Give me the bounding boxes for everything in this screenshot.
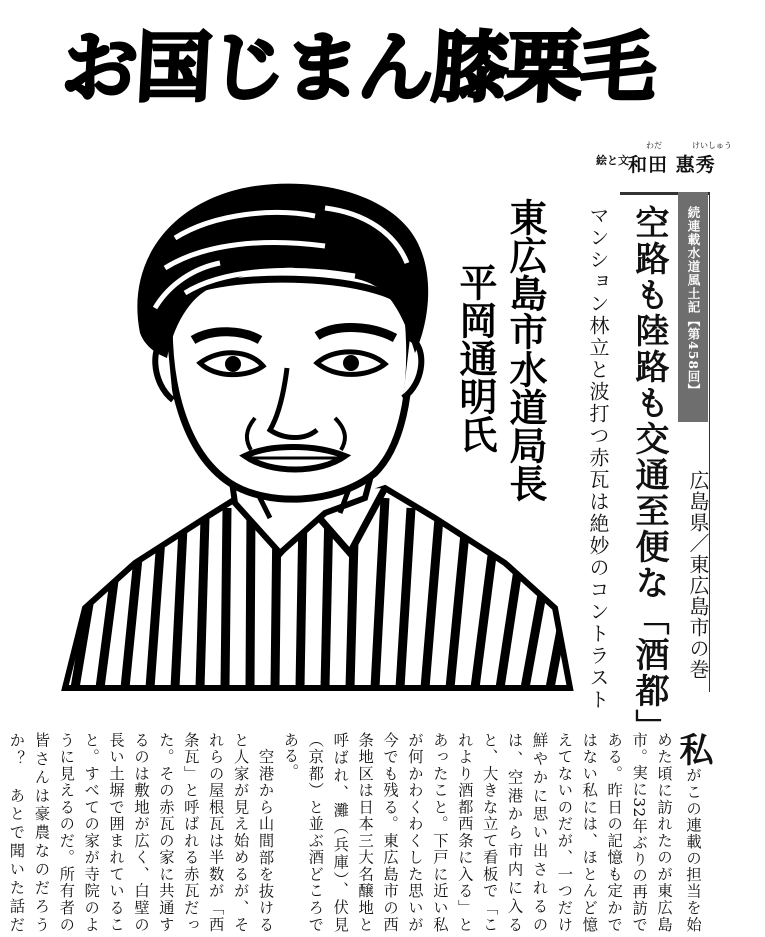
drop-cap: 私: [673, 732, 713, 768]
article-headline: 空路も陸路も交通至便な「酒都」: [629, 205, 669, 745]
article-body: [7, 732, 713, 933]
region-label: 広島県／東広島市の巻: [686, 470, 710, 680]
author-name: 和田 惠秀: [628, 154, 716, 176]
byline-label: 絵と文: [596, 154, 629, 167]
byline-ruby-given: けいしゅう: [692, 141, 732, 150]
body-paragraph-2: [0, 732, 278, 932]
portrait-caption: [453, 198, 547, 502]
body-lead: がこの連載の担当を始めた頃に訪れたのが東広島市。実に32年ぶりの再訪である。昨日の記憶も定かではない私には、ほとんど憶えてないのだが、一つだけ鮮やかに思い出されるのは、空港から市内に入ると、大きな立て看板で「これより酒都西条に入る」とあったこと。下戸に近い私が何かわくわくした思いが今でも残る。東広島市の西条地区は日本三大名醸地と呼ばれ、灘（兵庫）、伏見（京都）と並ぶ酒どころである。: [281, 732, 702, 932]
article-subheadline: マンション林立と波打つ赤瓦は絶妙のコントラスト: [586, 205, 610, 711]
portrait-illustration: [55, 168, 575, 698]
byline: [596, 140, 756, 176]
series-badge: 続連載水道風土記【第458回】: [678, 192, 708, 422]
body-paragraph-2-text: 空港から山間部を抜けると人家が見え始めるが、それらの屋根瓦は半数が「西条瓦」と呼ばれる赤瓦だった。その赤瓦の家に共通するのは敷地が広く、白壁の長い土塀で囲まれていること。すべての家が寺院のように見えるのだ。所有者の皆さんは豪農なのだろうか？ あとで聞いた話だ: [7, 732, 275, 933]
page-title: お国じまん膝栗毛: [59, 23, 657, 112]
portrait-caption-title: 東広島市水道局長: [503, 198, 547, 502]
portrait-caption-name: 平岡通明氏: [453, 263, 497, 453]
face: [155, 279, 421, 499]
byline-ruby-family: わだ: [646, 141, 662, 150]
body-paragraph-1: [278, 732, 711, 932]
